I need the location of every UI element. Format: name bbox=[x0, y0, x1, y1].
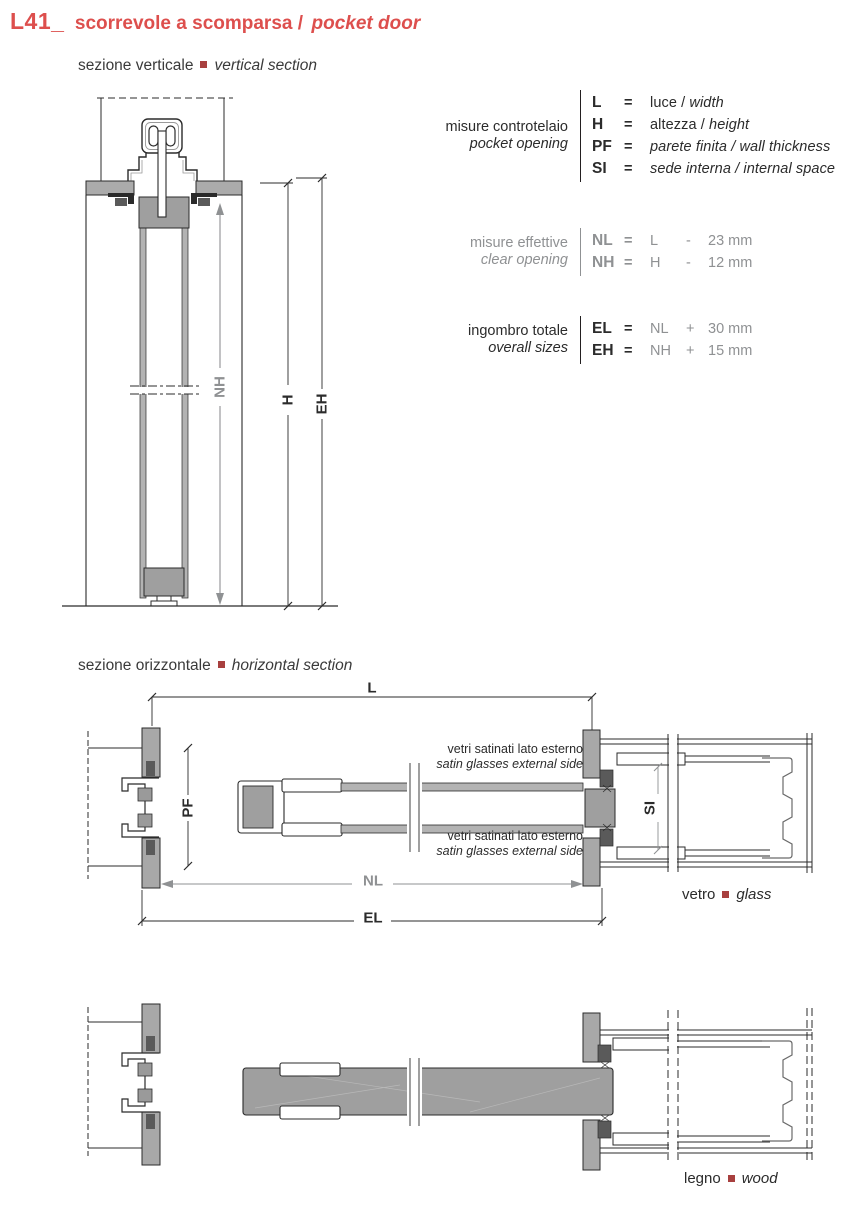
dim-label-nl: NL bbox=[360, 873, 386, 890]
section-label-en: horizontal section bbox=[231, 657, 353, 674]
legend-row: NL = L - 23 mm bbox=[592, 232, 753, 249]
legend-row: EL = NL + 30 mm bbox=[592, 320, 753, 337]
section-label-horizontal bbox=[78, 657, 352, 675]
legend-row: SI = sede interna / internal space bbox=[592, 160, 836, 177]
legend-row: NH = H - 12 mm bbox=[592, 254, 753, 271]
glass-door-leaf bbox=[238, 779, 615, 836]
glass-note-bottom: vetri satinati lato esterno satin glasses external side bbox=[436, 829, 583, 858]
dim-label-nh: NH bbox=[212, 373, 229, 401]
legend-label: misure effettive clear opening bbox=[469, 235, 568, 268]
legend-label: ingombro totale overall sizes bbox=[468, 323, 568, 356]
section-label-it: sezione verticale bbox=[78, 57, 194, 74]
dim-label-h: H bbox=[280, 392, 297, 409]
legend-pocket-opening bbox=[442, 90, 835, 182]
left-jamb bbox=[122, 1004, 160, 1165]
dim-label-eh: EH bbox=[314, 391, 331, 418]
legend-row: EH = NH + 15 mm bbox=[592, 342, 753, 359]
material-label-wood: legno wood bbox=[684, 1170, 778, 1187]
glass-note-top: vetri satinati lato esterno satin glasses external side bbox=[436, 742, 583, 771]
section-label-vertical bbox=[78, 57, 317, 75]
dim-label-el: EL bbox=[360, 910, 385, 927]
left-wall bbox=[88, 1007, 145, 1156]
legend-row: L = luce / width bbox=[592, 94, 724, 111]
left-jamb bbox=[122, 728, 160, 888]
legend-rows bbox=[581, 316, 752, 364]
page-title bbox=[10, 8, 420, 35]
dim-line-nh bbox=[216, 203, 224, 605]
material-label-glass: vetro glass bbox=[682, 886, 772, 903]
red-square-bullet-icon bbox=[728, 1175, 735, 1182]
legend-clear-opening bbox=[442, 228, 752, 276]
cavity-break-line bbox=[668, 734, 678, 872]
break-line bbox=[130, 386, 200, 394]
wood-door-leaf bbox=[243, 1063, 613, 1119]
model-code: L41_ bbox=[10, 8, 65, 34]
legend-rows bbox=[581, 90, 835, 182]
cavity-break-line bbox=[668, 1010, 678, 1160]
legend-rows bbox=[581, 228, 752, 276]
dim-label-pf: PF bbox=[180, 795, 197, 820]
legend-row: PF = parete finita / wall thickness bbox=[592, 138, 831, 155]
title-english: pocket door bbox=[311, 13, 421, 34]
red-square-bullet-icon bbox=[722, 891, 729, 898]
legend-label: misure controtelaio pocket opening bbox=[445, 119, 568, 152]
red-square-bullet-icon bbox=[200, 61, 207, 68]
legend-overall-sizes bbox=[442, 316, 752, 364]
dim-label-l: L bbox=[364, 680, 379, 697]
dim-line-l bbox=[148, 693, 596, 731]
walls-and-floor bbox=[62, 195, 338, 606]
legend-row: H = altezza / height bbox=[592, 116, 750, 133]
door-leaf-vertical bbox=[139, 131, 189, 606]
section-label-en: vertical section bbox=[214, 57, 317, 74]
red-square-bullet-icon bbox=[218, 661, 225, 668]
dim-label-si: SI bbox=[642, 798, 659, 818]
vertical-section-drawing bbox=[55, 85, 345, 620]
section-label-it: sezione orizzontale bbox=[78, 657, 211, 674]
door-break-line bbox=[407, 1058, 422, 1126]
pocket-cavity bbox=[600, 1008, 812, 1162]
title-italian: scorrevole a scomparsa / bbox=[74, 13, 304, 34]
pocket-cavity bbox=[600, 733, 812, 873]
left-wall bbox=[88, 731, 145, 879]
